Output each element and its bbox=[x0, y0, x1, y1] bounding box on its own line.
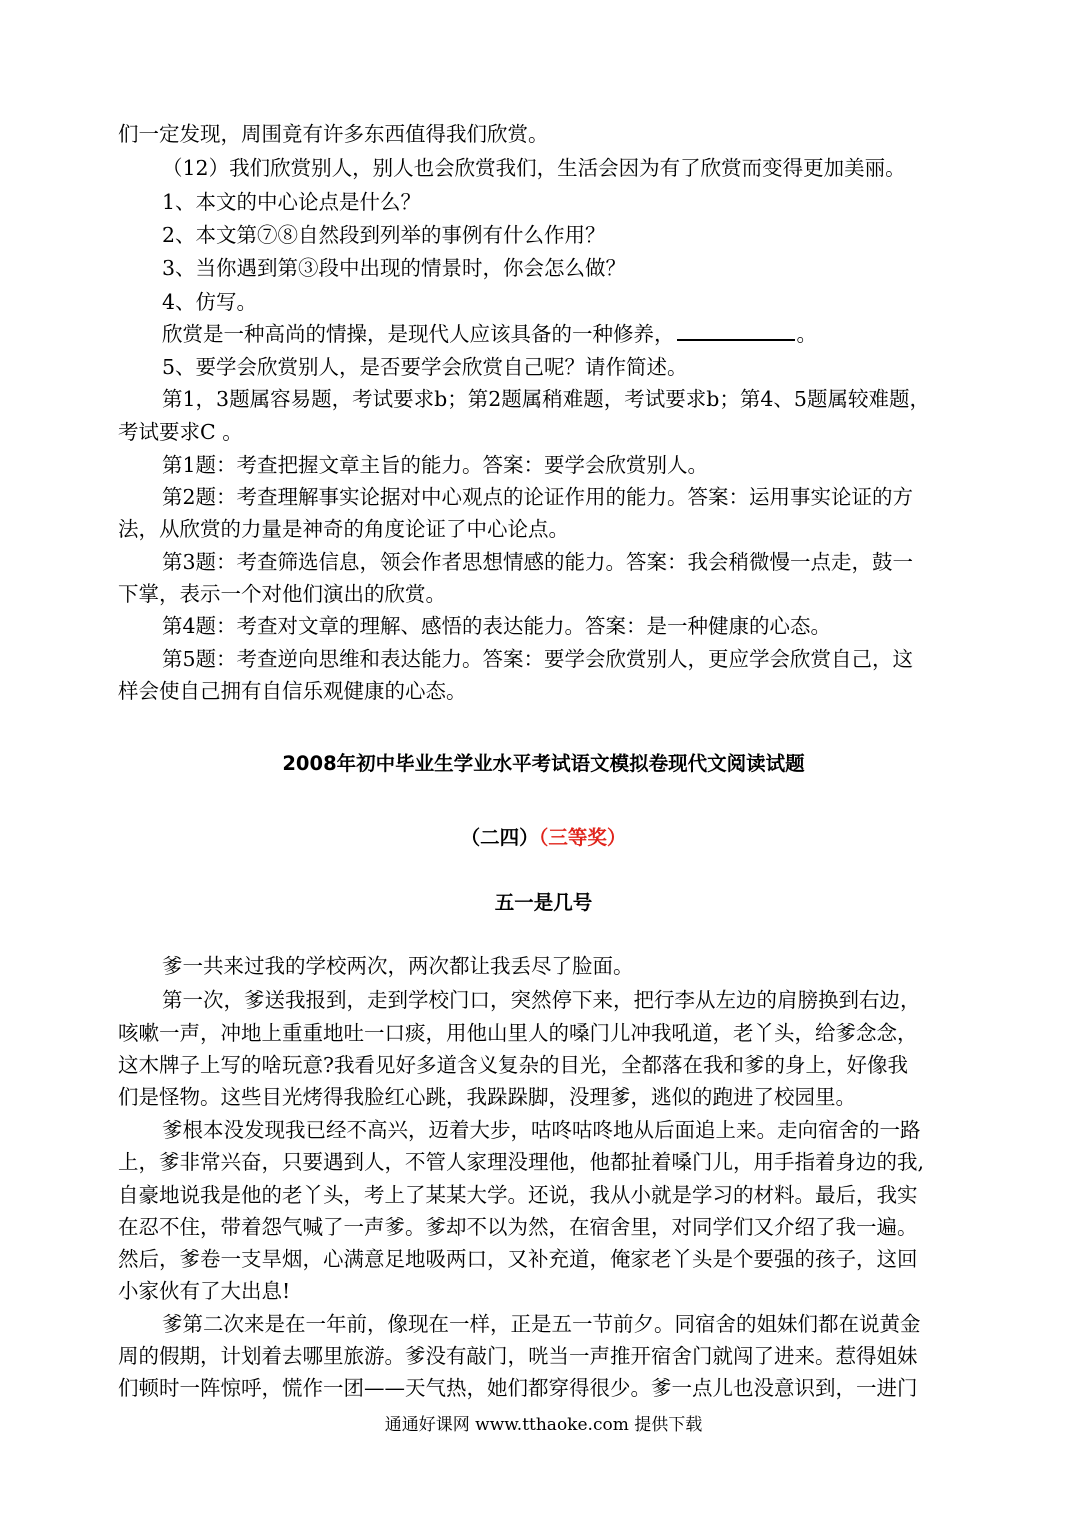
story-line: 爹根本没发现我已经不高兴，迈着大步，咕咚咕咚地从后面追上来。走向宿舍的一路 bbox=[162, 1118, 921, 1142]
story-line: 爹第二次来是在一年前，像现在一样，正是五一节前夕。同宿舍的姐妹们都在说黄金 bbox=[162, 1312, 921, 1336]
story-line: 们是怪物。这些目光烤得我脸红心跳，我跺跺脚，没理爹，逃似的跑进了校园里。 bbox=[118, 1085, 856, 1109]
story-line: 自豪地说我是他的老丫头，考上了某某大学。还说，我从小就是学习的材料。最后，我实 bbox=[118, 1183, 918, 1207]
story-line: 们顿时一阵惊呼，慌作一团——天气热，她们都穿得很少。爹一点儿也没意识到，一进门 bbox=[118, 1376, 918, 1400]
question-1: 1、本文的中心论点是什么？ bbox=[162, 190, 422, 214]
section-heading bbox=[0, 822, 1087, 850]
page-footer: 通通好课网 www.tthaoke.com 提供下载 bbox=[384, 1415, 703, 1435]
answer-1: 第1题：考查把握文章主旨的能力。答案：要学会欣赏别人。 bbox=[162, 453, 709, 477]
fill-in-end: 。 bbox=[796, 322, 817, 346]
question-4: 4、仿写。 bbox=[162, 290, 258, 314]
story-title: 五一是几号 bbox=[494, 891, 593, 914]
fill-in-text: 欣赏是一种高尚的情操，是现代人应该具备的一种修养， bbox=[162, 322, 675, 346]
answer-5-cont: 样会使自己拥有自信乐观健康的心态。 bbox=[118, 679, 467, 703]
difficulty-note: 第1，3题属容易题，考试要求b；第2题属稍难题，考试要求b；第4、5题属较难题， bbox=[162, 387, 930, 411]
paragraph-line: （12）我们欣赏别人，别人也会欣赏我们，生活会因为有了欣赏而变得更加美丽。 bbox=[162, 156, 906, 180]
story-line: 周的假期，计划着去哪里旅游。爹没有敲门，咣当一声推开宿舍门就闯了进来。惹得姐妹 bbox=[118, 1344, 918, 1368]
question-5: 5、要学会欣赏别人，是否要学会欣赏自己呢？请作简述。 bbox=[162, 355, 688, 379]
difficulty-note-cont: 考试要求C 。 bbox=[118, 420, 243, 444]
story-line: 上，爹非常兴奋，只要遇到人，不管人家理没理他，他都扯着嗓门儿，用手指着身边的我, bbox=[118, 1150, 925, 1174]
answer-3: 第3题：考查筛选信息，领会作者思想情感的能力。答案：我会稍微慢一点走，鼓一 bbox=[162, 550, 914, 574]
story-line: 小家伙有了大出息! bbox=[118, 1279, 291, 1303]
fill-in-line bbox=[162, 318, 817, 350]
story-line: 在忍不住，带着怨气喊了一声爹。爹却不以为然，在宿舍里，对同学们又介绍了我一遍。 bbox=[118, 1215, 918, 1239]
answer-2-cont: 法，从欣赏的力量是神奇的角度论证了中心论点。 bbox=[118, 517, 569, 541]
answer-5: 第5题：考查逆向思维和表达能力。答案：要学会欣赏别人，更应学会欣赏自己，这 bbox=[162, 647, 914, 671]
story-line: 爹一共来过我的学校两次，两次都让我丢尽了脸面。 bbox=[162, 954, 634, 978]
question-3: 3、当你遇到第③段中出现的情景时，你会怎么做？ bbox=[162, 256, 627, 280]
answer-blank[interactable] bbox=[677, 319, 795, 341]
answer-2: 第2题：考查理解事实论据对中心观点的论证作用的能力。答案：运用事实论证的方 bbox=[162, 485, 914, 509]
story-line: 咳嗽一声，冲地上重重地吐一口痰，用他山里人的嗓门儿冲我吼道，老丫头，给爹念念， bbox=[118, 1021, 918, 1045]
answer-3-cont: 下掌，表示一个对他们演出的欣赏。 bbox=[118, 582, 446, 606]
exam-title: 2008年初中毕业生学业水平考试语文模拟卷现代文阅读试题 bbox=[282, 752, 805, 775]
question-2: 2、本文第⑦⑧自然段到列举的事例有什么作用？ bbox=[162, 223, 606, 247]
section-number: （二四） bbox=[460, 826, 539, 849]
story-line: 然后，爹卷一支旱烟，心满意足地吸两口，又补充道，俺家老丫头是个要强的孩子，这回 bbox=[118, 1247, 918, 1271]
story-line: 这木牌子上写的啥玩意?我看见好多道含义复杂的目光，全都落在我和爹的身上，好像我 bbox=[118, 1053, 908, 1077]
answer-4: 第4题：考查对文章的理解、感悟的表达能力。答案：是一种健康的心态。 bbox=[162, 614, 832, 638]
paragraph-line: 们一定发现，周围竟有许多东西值得我们欣赏。 bbox=[118, 122, 549, 146]
award-label: （三等奖） bbox=[538, 826, 627, 849]
story-line: 第一次，爹送我报到，走到学校门口，突然停下来，把行李从左边的肩膀换到右边， bbox=[162, 988, 921, 1012]
